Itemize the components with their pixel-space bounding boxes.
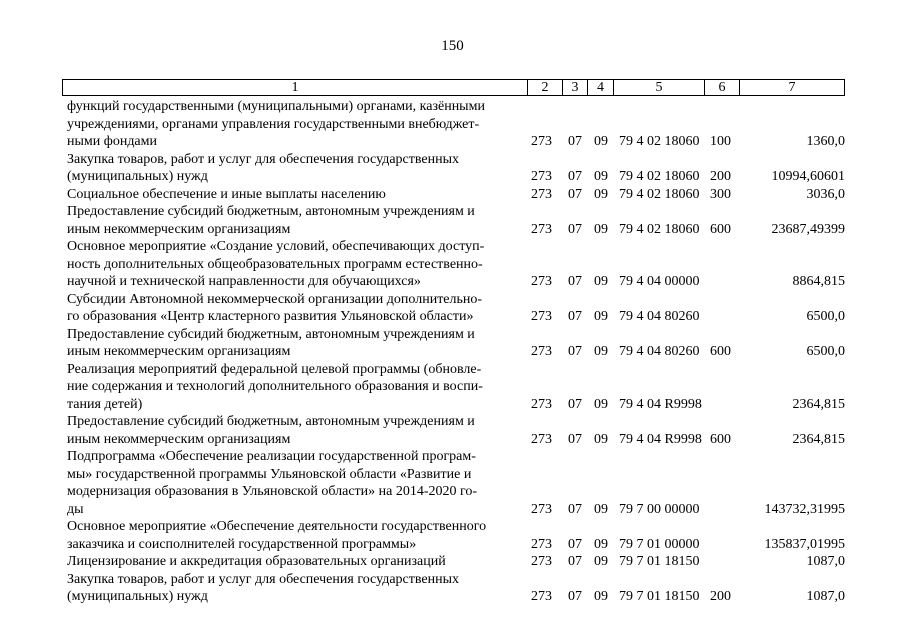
cell-col4: 09 xyxy=(594,221,608,237)
description-line: Субсидии Автономной некоммерческой организации дополнительно- xyxy=(67,291,483,307)
cell-col7: 1087,0 xyxy=(806,589,845,604)
description-line: иным некоммерческим организациям xyxy=(67,431,291,447)
cell-col4: 09 xyxy=(594,536,608,552)
cell-col3: 07 xyxy=(568,134,582,149)
cell-col5: 79 7 01 18150 xyxy=(619,554,700,569)
row-description xyxy=(67,291,525,326)
cell-col5: 79 7 01 18150 xyxy=(619,589,700,604)
cell-col7: 2364,815 xyxy=(792,431,845,447)
description-line: (муниципальных) нужд xyxy=(67,589,208,604)
description-line: Реализация мероприятий федеральной целевой программы (обновле- xyxy=(67,361,482,377)
cell-col7: 3036,0 xyxy=(806,186,845,202)
cell-col6: 600 xyxy=(710,431,731,447)
row-description xyxy=(67,571,525,606)
cell-col5: 79 4 02 18060 xyxy=(619,221,700,237)
cell-col2: 273 xyxy=(531,344,552,359)
description-line: Закупка товаров, работ и услуг для обеспечения государственных xyxy=(67,151,460,167)
cell-col3: 07 xyxy=(568,309,582,324)
description-line: учреждениями, органами управления государственными внебюджет- xyxy=(67,116,480,132)
cell-col2: 273 xyxy=(531,274,552,289)
row-description xyxy=(67,98,525,151)
cell-col3: 07 xyxy=(568,396,582,412)
description-line: Социальное обеспечение и иные выплаты населению xyxy=(67,186,386,202)
cell-col4: 09 xyxy=(594,134,608,149)
description-line: Основное мероприятие «Обеспечение деятельности государственного xyxy=(67,519,487,534)
description-line: ды xyxy=(67,501,84,517)
cell-col6: 300 xyxy=(710,186,731,202)
cell-col6: 100 xyxy=(710,134,731,149)
cell-col5: 79 7 01 00000 xyxy=(619,536,700,552)
cell-col7: 135837,01995 xyxy=(764,536,845,552)
cell-col6: 200 xyxy=(710,589,731,604)
cell-col2: 273 xyxy=(531,396,552,412)
cell-col5: 79 4 02 18060 xyxy=(619,169,700,184)
cell-col3: 07 xyxy=(568,501,582,517)
description-line: ными фондами xyxy=(67,134,158,149)
header-cell-5: 5 xyxy=(613,79,705,96)
cell-col4: 09 xyxy=(594,554,608,569)
cell-col2: 273 xyxy=(531,186,552,202)
cell-col3: 07 xyxy=(568,536,582,552)
description-line: функций государственными (муниципальными) органами, казёнными xyxy=(67,99,485,114)
row-description xyxy=(67,326,525,361)
cell-col2: 273 xyxy=(531,169,552,184)
description-line: Подпрограмма «Обеспечение реализации государственной програм- xyxy=(67,449,476,464)
description-line: научной и технической направленности для обучающихся» xyxy=(67,274,421,289)
cell-col3: 07 xyxy=(568,186,582,202)
header-cell-1: 1 xyxy=(62,79,528,96)
row-description xyxy=(67,203,525,238)
description-line: иным некоммерческим организациям xyxy=(67,221,291,237)
cell-col7: 2364,815 xyxy=(792,396,845,412)
cell-col4: 09 xyxy=(594,309,608,324)
cell-col6: 200 xyxy=(710,169,731,184)
row-description xyxy=(67,518,525,553)
description-line: заказчика и соисполнителей государственной программы» xyxy=(67,536,417,552)
header-cell-3: 3 xyxy=(562,79,588,96)
description-line: тания детей) xyxy=(67,396,143,412)
description-line: Предоставление субсидий бюджетным, автономным учреждениям и xyxy=(67,204,475,219)
description-line: Основное мероприятие «Создание условий, обеспечивающих доступ- xyxy=(67,239,485,254)
cell-col3: 07 xyxy=(568,589,582,604)
cell-col6: 600 xyxy=(710,221,731,237)
cell-col2: 273 xyxy=(531,536,552,552)
cell-col4: 09 xyxy=(594,431,608,447)
row-description xyxy=(67,361,525,414)
cell-col5: 79 4 04 R9998 xyxy=(619,396,702,412)
cell-col5: 79 4 04 R9998 xyxy=(619,431,702,447)
description-line: ность дополнительных общеобразовательных программ естественно- xyxy=(67,256,483,272)
cell-col7: 1087,0 xyxy=(806,554,845,569)
cell-col4: 09 xyxy=(594,186,608,202)
cell-col5: 79 7 00 00000 xyxy=(619,501,700,517)
row-description xyxy=(67,448,525,518)
cell-col3: 07 xyxy=(568,274,582,289)
description-line: ние содержания и технологий дополнительного образования и воспи- xyxy=(67,379,483,394)
cell-col5: 79 4 04 80260 xyxy=(619,344,700,359)
cell-col4: 09 xyxy=(594,501,608,517)
cell-col3: 07 xyxy=(568,169,582,184)
header-cell-7: 7 xyxy=(739,79,845,96)
cell-col2: 273 xyxy=(531,589,552,604)
header-cell-6: 6 xyxy=(704,79,740,96)
description-line: иным некоммерческим организациям xyxy=(67,344,291,359)
cell-col2: 273 xyxy=(531,309,552,324)
cell-col2: 273 xyxy=(531,134,552,149)
description-line: (муниципальных) нужд xyxy=(67,169,208,184)
cell-col7: 143732,31995 xyxy=(764,501,845,517)
description-line: модернизация образования в Ульяновской области» на 2014-2020 го- xyxy=(67,484,478,499)
cell-col4: 09 xyxy=(594,274,608,289)
cell-col2: 273 xyxy=(531,431,552,447)
description-line: Предоставление субсидий бюджетным, автономным учреждениям и xyxy=(67,326,475,342)
cell-col2: 273 xyxy=(531,501,552,517)
cell-col7: 8864,815 xyxy=(792,274,845,289)
cell-col4: 09 xyxy=(594,589,608,604)
cell-col7: 10994,60601 xyxy=(771,169,845,184)
description-line: Закупка товаров, работ и услуг для обеспечения государственных xyxy=(67,571,460,587)
cell-col5: 79 4 02 18060 xyxy=(619,186,700,202)
description-line: Предоставление субсидий бюджетным, автономным учреждениям и xyxy=(67,414,475,429)
row-description xyxy=(67,238,525,291)
cell-col7: 1360,0 xyxy=(806,134,845,149)
row-description xyxy=(67,151,525,186)
page-number: 150 xyxy=(441,38,464,54)
header-cell-4: 4 xyxy=(587,79,614,96)
cell-col2: 273 xyxy=(531,221,552,237)
cell-col7: 6500,0 xyxy=(806,309,845,324)
row-description xyxy=(67,413,525,448)
cell-col7: 23687,49399 xyxy=(771,221,845,237)
description-line: го образования «Центр кластерного развития Ульяновской области» xyxy=(67,309,474,324)
cell-col2: 273 xyxy=(531,554,552,569)
cell-col4: 09 xyxy=(594,344,608,359)
row-description xyxy=(67,553,525,571)
cell-col5: 79 4 02 18060 xyxy=(619,134,700,149)
header-cell-2: 2 xyxy=(527,79,563,96)
cell-col5: 79 4 04 00000 xyxy=(619,274,700,289)
cell-col5: 79 4 04 80260 xyxy=(619,309,700,324)
cell-col3: 07 xyxy=(568,221,582,237)
cell-col3: 07 xyxy=(568,431,582,447)
cell-col6: 600 xyxy=(710,344,731,359)
cell-col3: 07 xyxy=(568,344,582,359)
cell-col4: 09 xyxy=(594,396,608,412)
description-line: мы» государственной программы Ульяновской области «Развитие и xyxy=(67,466,472,482)
cell-col7: 6500,0 xyxy=(806,344,845,359)
cell-col3: 07 xyxy=(568,554,582,569)
cell-col4: 09 xyxy=(594,169,608,184)
row-description xyxy=(67,186,525,204)
description-line: Лицензирование и аккредитация образовательных организаций xyxy=(67,554,446,569)
